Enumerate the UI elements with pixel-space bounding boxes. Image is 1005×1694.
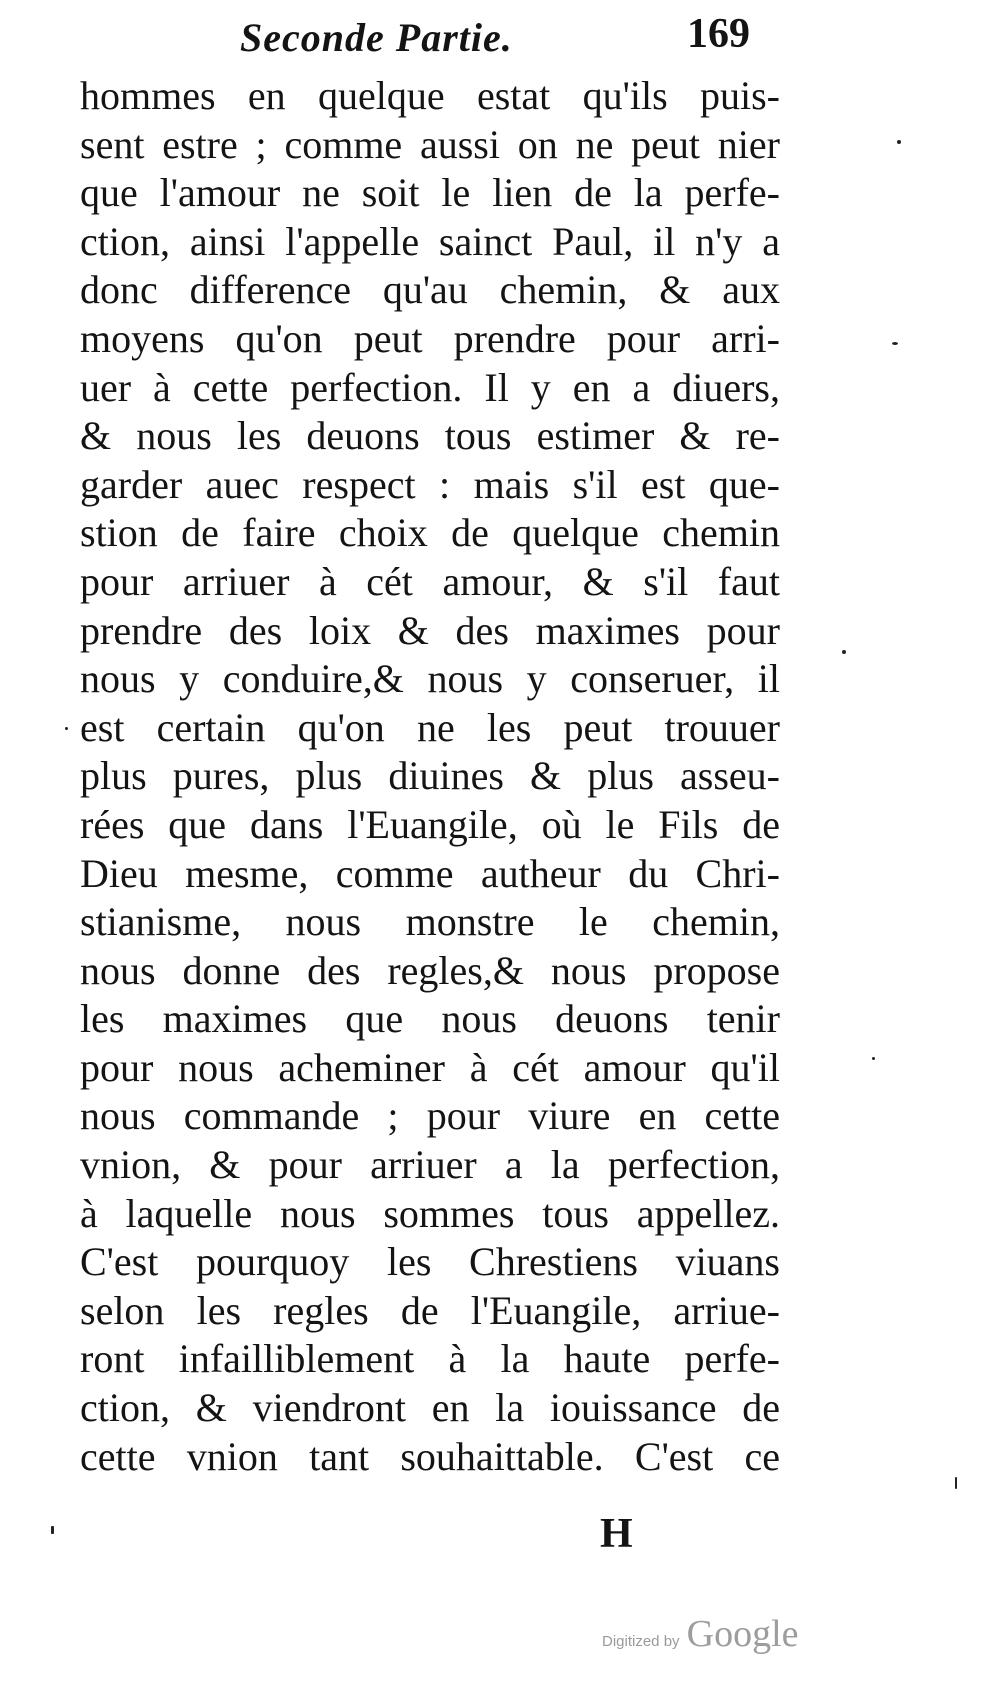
text-line: rées que dans l'Euangile, où le Fils de (80, 801, 780, 847)
text-line: que l'amour ne soit le lien de la perfe- (80, 170, 780, 216)
scan-speck (872, 1057, 875, 1060)
text-line: uer à cette perfection. Il y en a diuers, (80, 364, 780, 410)
text-line: ront infailliblement à la haute perfe- (80, 1336, 780, 1382)
scan-speck (892, 342, 898, 345)
scan-speck (51, 1526, 54, 1534)
text-line: pour nous acheminer à cét amour qu'il (80, 1044, 780, 1090)
text-line: nous y conduire,& nous y conseruer, il (80, 656, 780, 702)
text-line: C'est pourquoy les Chrestiens viuans (80, 1239, 780, 1285)
scan-speck (955, 1477, 957, 1489)
scan-speck (65, 727, 68, 730)
scan-speck (897, 140, 901, 144)
text-line: Dieu mesme, comme autheur du Chri- (80, 850, 780, 896)
digitized-watermark (602, 1612, 799, 1662)
text-line: est certain qu'on ne les peut trouuer (80, 704, 780, 750)
text-line: nous commande ; pour viure en cette (80, 1093, 780, 1139)
text-line: prendre des loix & des maximes pour (80, 607, 780, 653)
text-line: pour arriuer à cét amour, & s'il faut (80, 558, 780, 604)
page-number: 169 (687, 11, 750, 57)
text-line: ction, ainsi l'appelle sainct Paul, il n'y a (80, 218, 780, 264)
text-line: à laquelle nous sommes tous appellez. (80, 1190, 780, 1236)
text-line: stion de faire choix de quelque chemin (80, 510, 780, 556)
scan-speck (842, 650, 846, 654)
text-line: les maximes que nous deuons tenir (80, 996, 780, 1042)
text-line: cette vnion tant souhaittable. C'est ce (80, 1433, 780, 1479)
text-line: vnion, & pour arriuer a la perfection, (80, 1142, 780, 1188)
text-line: stianisme, nous monstre le chemin, (80, 899, 780, 945)
google-logo: Google (686, 1613, 799, 1655)
watermark-prefix: Digitized by (602, 1633, 680, 1650)
text-line: & nous les deuons tous estimer & re- (80, 413, 780, 459)
text-line: plus pures, plus diuines & plus asseu- (80, 753, 780, 799)
text-line: selon les regles de l'Euangile, arriue- (80, 1287, 780, 1333)
signature-mark: H (600, 1511, 633, 1557)
text-line: hommes en quelque estat qu'ils puis- (80, 73, 780, 118)
text-line: nous donne des regles,& nous propose (80, 947, 780, 993)
text-line: moyens qu'on peut prendre pour arri- (80, 315, 780, 361)
text-line: garder auec respect : mais s'il est que- (80, 461, 780, 507)
text-line: sent estre ; comme aussi on ne peut nier (80, 121, 780, 167)
text-line: ction, & viendront en la iouissance de (80, 1385, 780, 1431)
body-text (80, 72, 780, 1481)
running-title: Seconde Partie. (240, 15, 513, 60)
text-line: donc difference qu'au chemin, & aux (80, 267, 780, 313)
running-head (240, 10, 750, 70)
